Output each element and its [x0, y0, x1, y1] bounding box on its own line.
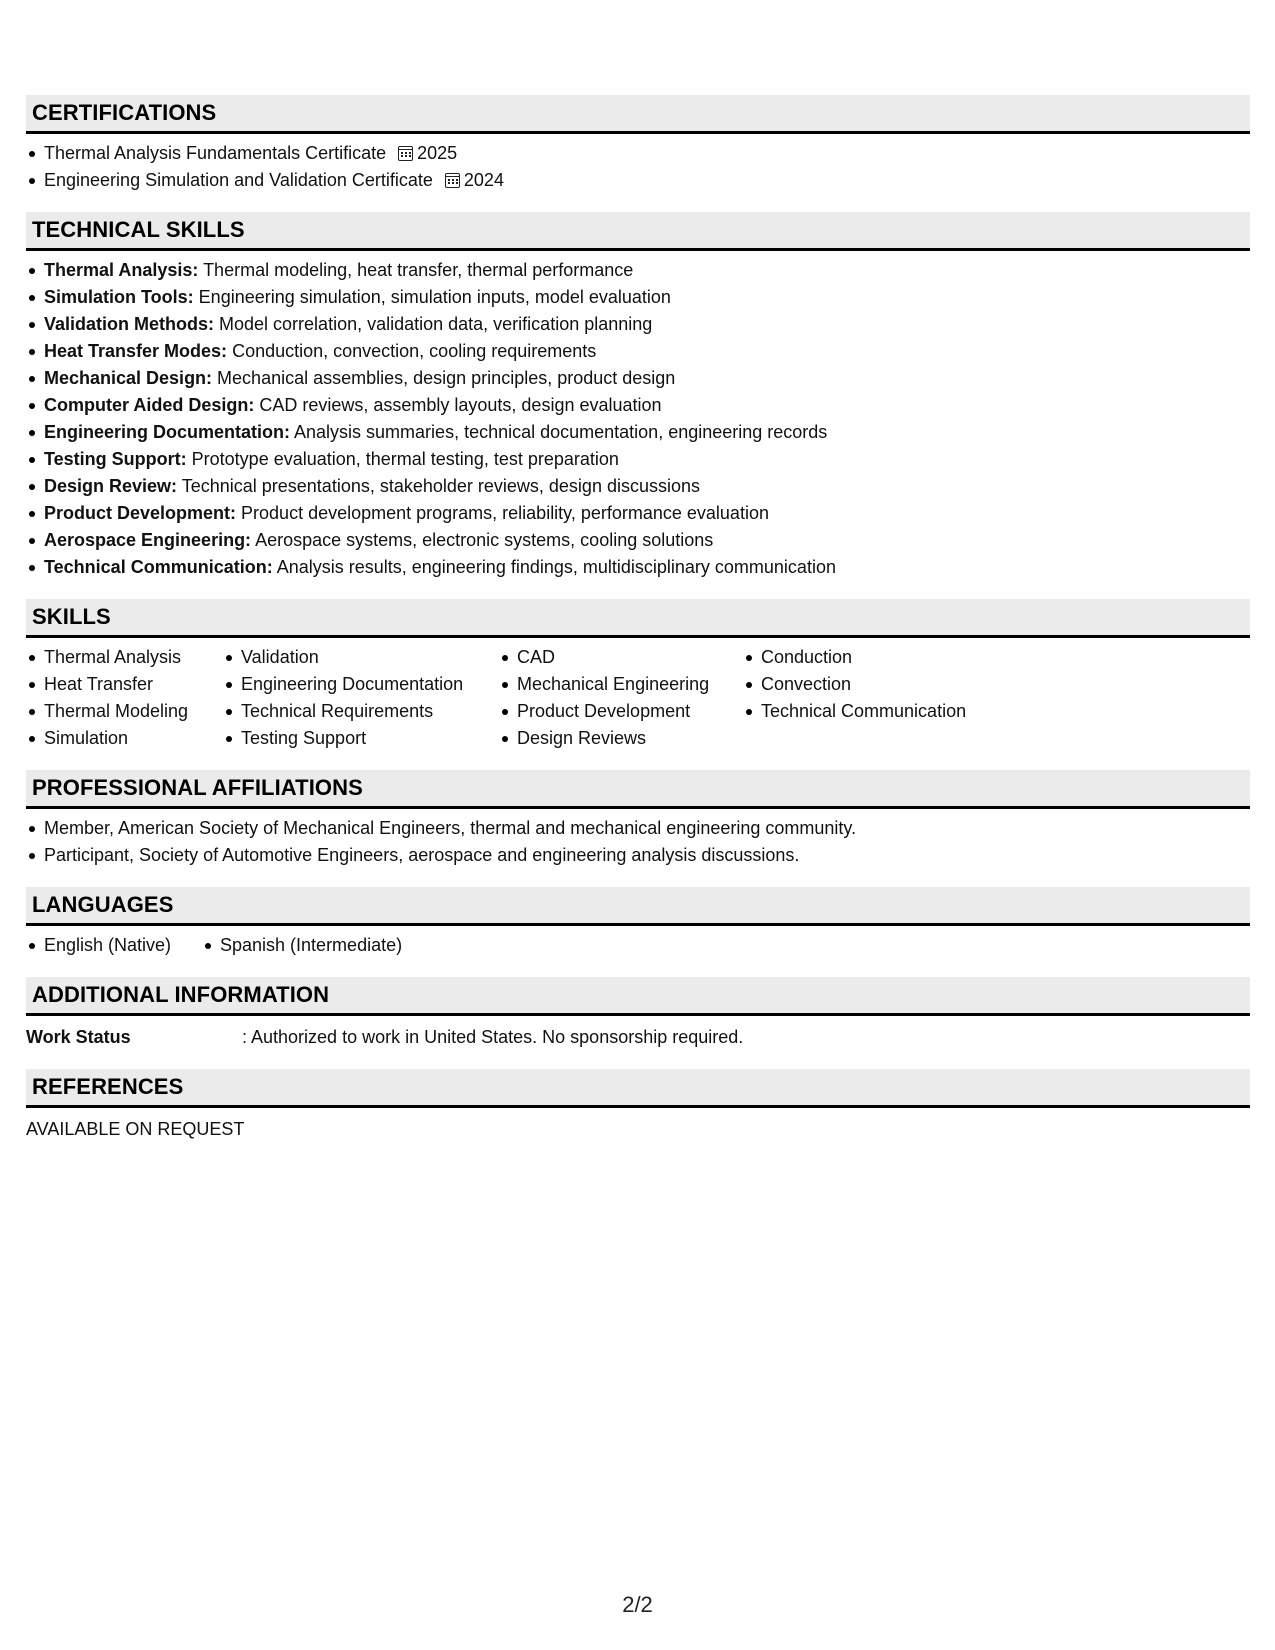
work-status-label: Work Status: [26, 1027, 131, 1047]
technical-skill-item: [26, 527, 1250, 554]
technical-skill-item: [26, 392, 1250, 419]
skills-section: [26, 599, 1250, 752]
technical-skills-list: [26, 257, 1250, 581]
certification-year: 2025: [417, 143, 458, 163]
references-section: [26, 1069, 1250, 1143]
technical-skill-item: [26, 338, 1250, 365]
technical-skill-item: [26, 473, 1250, 500]
affiliations-heading: PROFESSIONAL AFFILIATIONS: [26, 770, 1250, 809]
skill-item: Simulation: [26, 725, 223, 752]
technical-skill-text: CAD reviews, assembly layouts, design evaluation: [254, 395, 662, 415]
technical-skill-label: Engineering Documentation:: [44, 422, 291, 442]
technical-skill-text: Technical presentations, stakeholder reviews, design discussions: [177, 476, 700, 496]
skills-column: [743, 644, 1043, 752]
skill-item: CAD: [499, 644, 743, 671]
technical-skill-text: Analysis summaries, technical documentation, engineering records: [290, 422, 828, 442]
page-number: 2/2: [622, 1592, 653, 1617]
work-status-value: : Authorized to work in United States. No sponsorship required.: [242, 1027, 744, 1047]
language-item: English (Native): [26, 932, 202, 959]
calendar-icon: [398, 146, 413, 161]
certification-item: [26, 140, 1250, 167]
technical-skill-text: Prototype evaluation, thermal testing, test preparation: [186, 449, 619, 469]
technical-skill-item: [26, 257, 1250, 284]
technical-skill-item: [26, 284, 1250, 311]
skill-item: Engineering Documentation: [223, 671, 499, 698]
skill-item: Design Reviews: [499, 725, 743, 752]
technical-skill-item: [26, 500, 1250, 527]
technical-skill-label: Design Review:: [44, 476, 178, 496]
skill-item: Validation: [223, 644, 499, 671]
certification-name: Thermal Analysis Fundamentals Certificate: [44, 143, 387, 163]
technical-skill-text: Thermal modeling, heat transfer, thermal performance: [198, 260, 634, 280]
technical-skill-text: Mechanical assemblies, design principles, product design: [212, 368, 676, 388]
references-heading: REFERENCES: [26, 1069, 1250, 1108]
technical-skill-item: [26, 554, 1250, 581]
languages-list: [26, 932, 1250, 959]
skills-grid: [26, 644, 1250, 752]
technical-skill-text: Model correlation, validation data, verification planning: [214, 314, 653, 334]
technical-skill-label: Mechanical Design:: [44, 368, 213, 388]
affiliations-section: [26, 770, 1250, 869]
additional-info-heading: ADDITIONAL INFORMATION: [26, 977, 1250, 1016]
references-text: AVAILABLE ON REQUEST: [26, 1119, 245, 1139]
languages-column: [202, 932, 402, 959]
skills-column: [499, 644, 743, 752]
technical-skill-item: [26, 311, 1250, 338]
technical-skill-text: Product development programs, reliability, performance evaluation: [236, 503, 769, 523]
languages-section: [26, 887, 1250, 959]
skill-item: Mechanical Engineering: [499, 671, 743, 698]
technical-skill-label: Testing Support:: [44, 449, 187, 469]
technical-skill-text: Engineering simulation, simulation inputs, model evaluation: [193, 287, 671, 307]
certification-name: Engineering Simulation and Validation Certificate: [44, 170, 433, 190]
affiliation-item: Member, American Society of Mechanical Engineers, thermal and mechanical engineering community.: [26, 815, 1250, 842]
skill-item: Heat Transfer: [26, 671, 223, 698]
certifications-section: [26, 95, 1250, 194]
certification-item: [26, 167, 1250, 194]
affiliations-list: [26, 815, 1250, 869]
technical-skill-item: [26, 365, 1250, 392]
skill-item: Product Development: [499, 698, 743, 725]
languages-column: [26, 932, 202, 959]
certification-year: 2024: [463, 170, 504, 190]
skills-column: [26, 644, 223, 752]
technical-skill-text: Analysis results, engineering findings, multidisciplinary communication: [272, 557, 836, 577]
certifications-heading: CERTIFICATIONS: [26, 95, 1250, 134]
skills-heading: SKILLS: [26, 599, 1250, 638]
languages-heading: LANGUAGES: [26, 887, 1250, 926]
technical-skill-label: Thermal Analysis:: [44, 260, 199, 280]
skills-column: [223, 644, 499, 752]
technical-skill-item: [26, 419, 1250, 446]
technical-skill-label: Heat Transfer Modes:: [44, 341, 228, 361]
skill-item: Conduction: [743, 644, 1043, 671]
certifications-list: [26, 140, 1250, 194]
technical-skill-label: Product Development:: [44, 503, 237, 523]
calendar-icon: [445, 173, 460, 188]
skill-item: Thermal Analysis: [26, 644, 223, 671]
technical-skill-text: Aerospace systems, electronic systems, cooling solutions: [251, 530, 714, 550]
skill-item: Testing Support: [223, 725, 499, 752]
skill-item: Convection: [743, 671, 1043, 698]
technical-skills-heading: TECHNICAL SKILLS: [26, 212, 1250, 251]
technical-skill-label: Computer Aided Design:: [44, 395, 255, 415]
technical-skill-item: [26, 446, 1250, 473]
resume-page: [26, 95, 1250, 1161]
technical-skill-label: Aerospace Engineering:: [44, 530, 252, 550]
technical-skill-text: Conduction, convection, cooling requirements: [227, 341, 597, 361]
language-item: Spanish (Intermediate): [202, 932, 402, 959]
technical-skills-section: [26, 212, 1250, 581]
technical-skill-label: Validation Methods:: [44, 314, 215, 334]
work-status-row: [26, 1024, 1250, 1051]
technical-skill-label: Technical Communication:: [44, 557, 273, 577]
skill-item: Thermal Modeling: [26, 698, 223, 725]
affiliation-item: Participant, Society of Automotive Engineers, aerospace and engineering analysis discussions.: [26, 842, 1250, 869]
skill-item: Technical Communication: [743, 698, 1043, 725]
additional-info-section: [26, 977, 1250, 1051]
technical-skill-label: Simulation Tools:: [44, 287, 194, 307]
skill-item: Technical Requirements: [223, 698, 499, 725]
